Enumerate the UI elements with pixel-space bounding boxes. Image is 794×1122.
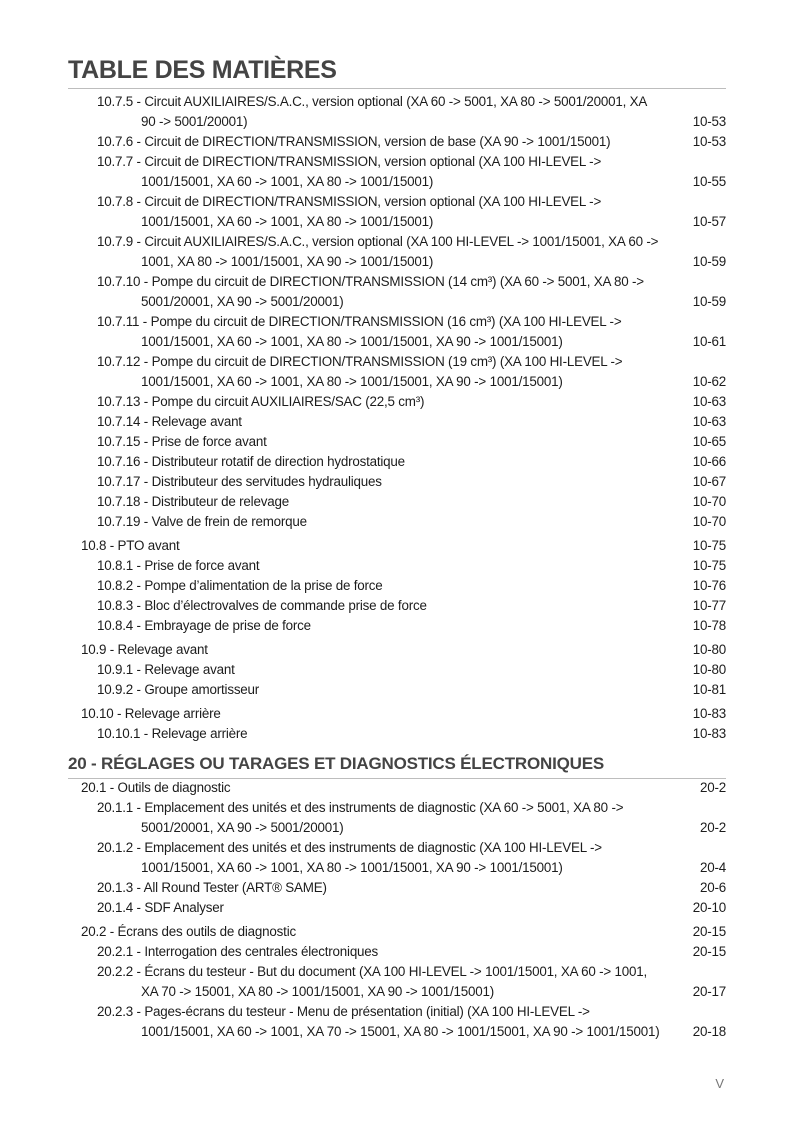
toc-entry-text: 10.8.2 - Pompe d’alimentation de la prise de force [97,578,383,593]
toc-entry-text: 5001/20001, XA 90 -> 5001/20001) [141,294,344,309]
toc-entry-text: 5001/20001, XA 90 -> 5001/20001) [141,820,344,835]
toc-subsection-entry[interactable] [0,492,794,512]
toc-entry-text: 10.10.1 - Relevage arrière [97,726,248,741]
toc-page-number: 10-83 [692,726,726,741]
toc-section-entry[interactable] [0,922,794,942]
toc-section-entry[interactable] [0,640,794,660]
toc-subsection-entry[interactable] [0,452,794,472]
toc-page-number: 10-55 [692,174,726,189]
toc-entry-text: 20.2.3 - Pages-écrans du testeur - Menu de présentation (initial) (XA 100 HI-LEVEL -> [97,1004,590,1019]
toc-page-number: 10-70 [692,494,726,509]
toc-entry-text: 10.8.4 - Embrayage de prise de force [97,618,311,633]
toc-entry-text: 1001/15001, XA 60 -> 1001, XA 80 -> 1001/15001, XA 90 -> 1001/15001) [141,374,563,389]
toc-subsection-entry[interactable] [0,312,794,352]
toc-entry-text: 10.8.1 - Prise de force avant [97,558,260,573]
toc-subsection-entry[interactable] [0,596,794,616]
toc-subsection-entry[interactable] [0,576,794,596]
toc-section-entry[interactable] [0,778,794,798]
toc-subsection-entry[interactable] [0,962,794,1002]
table-of-contents [0,92,794,1042]
toc-page-number: 10-53 [692,134,726,149]
toc-page-number: 10-67 [692,474,726,489]
toc-subsection-entry[interactable] [0,132,794,152]
toc-entry-text: 10.7.16 - Distributeur rotatif de direction hydrostatique [97,454,405,469]
toc-entry-text: 20.1.4 - SDF Analyser [97,900,224,915]
toc-entry-text: 10.7.13 - Pompe du circuit AUXILIAIRES/SAC (22,5 cm³) [97,394,425,409]
title-divider [68,88,726,89]
toc-subsection-entry[interactable] [0,838,794,878]
page-number: V [715,1076,724,1091]
toc-entry-text: 10.7.14 - Relevage avant [97,414,242,429]
toc-entry-text: 90 -> 5001/20001) [141,114,248,129]
toc-subsection-entry[interactable] [0,942,794,962]
toc-subsection-entry[interactable] [0,898,794,918]
toc-subsection-entry[interactable] [0,232,794,272]
toc-page-number: 20-10 [692,900,726,915]
toc-entry-text: 1001/15001, XA 60 -> 1001, XA 80 -> 1001/15001) [141,174,434,189]
toc-page-number: 10-59 [692,294,726,309]
toc-page-number: 10-53 [692,114,726,129]
toc-entry-text: 10.7.5 - Circuit AUXILIAIRES/S.A.C., version optional (XA 60 -> 5001, XA 80 -> 5001/20001, XA [97,94,648,109]
toc-entry-text: 10.7.8 - Circuit de DIRECTION/TRANSMISSION, version optional (XA 100 HI-LEVEL -> [97,194,602,209]
toc-page-number: 10-59 [692,254,726,269]
toc-entry-text: XA 70 -> 15001, XA 80 -> 1001/15001, XA 90 -> 1001/15001) [141,984,495,999]
toc-page-number: 20-15 [692,924,726,939]
toc-page-number: 10-57 [692,214,726,229]
toc-subsection-entry[interactable] [0,152,794,192]
toc-subsection-entry[interactable] [0,616,794,636]
toc-page-number: 20-2 [699,780,726,795]
toc-page-number: 10-83 [692,706,726,721]
toc-page-number: 10-78 [692,618,726,633]
toc-entry-text: 10.10 - Relevage arrière [81,706,221,721]
toc-page-number: 20-17 [692,984,726,999]
toc-entry-text: 10.7.10 - Pompe du circuit de DIRECTION/TRANSMISSION (14 cm³) (XA 60 -> 5001, XA 80 -> [97,274,644,289]
toc-page-number: 10-63 [692,394,726,409]
toc-subsection-entry[interactable] [0,680,794,700]
toc-entry-text: 10.7.6 - Circuit de DIRECTION/TRANSMISSION, version de base (XA 90 -> 1001/15001) [97,134,611,149]
toc-page-number: 20-15 [692,944,726,959]
toc-page-number: 20-2 [699,820,726,835]
toc-entry-text: 20.1.3 - All Round Tester (ART® SAME) [97,880,327,895]
toc-page-number: 10-63 [692,414,726,429]
toc-entry-text: 10.7.11 - Pompe du circuit de DIRECTION/TRANSMISSION (16 cm³) (XA 100 HI-LEVEL -> [97,314,622,329]
toc-subsection-entry[interactable] [0,512,794,532]
toc-entry-text: 1001/15001, XA 60 -> 1001, XA 80 -> 1001/15001, XA 90 -> 1001/15001) [141,334,563,349]
toc-entry-text: 20.2.2 - Écrans du testeur - But du document (XA 100 HI-LEVEL -> 1001/15001, XA 60 -> 1001, [97,964,648,979]
toc-entry-text: 1001, XA 80 -> 1001/15001, XA 90 -> 1001/15001) [141,254,434,269]
toc-subsection-entry[interactable] [0,192,794,232]
toc-section-entry[interactable] [0,536,794,556]
toc-subsection-entry[interactable] [0,1002,794,1042]
toc-page-number: 10-75 [692,538,726,553]
toc-entry-text: 20.1 - Outils de diagnostic [81,780,231,795]
toc-entry-text: 10.7.19 - Valve de frein de remorque [97,514,307,529]
toc-entry-text: 10.9.1 - Relevage avant [97,662,235,677]
toc-entry-text: 10.7.12 - Pompe du circuit de DIRECTION/TRANSMISSION (19 cm³) (XA 100 HI-LEVEL -> [97,354,623,369]
toc-page-number: 10-77 [692,598,726,613]
toc-page-number: 10-65 [692,434,726,449]
toc-page-number: 10-80 [692,662,726,677]
toc-section-entry[interactable] [0,704,794,724]
toc-page-number: 10-66 [692,454,726,469]
toc-entry-text: 10.7.15 - Prise de force avant [97,434,267,449]
toc-entry-text: 20.2.1 - Interrogation des centrales électroniques [97,944,379,959]
toc-page-number: 10-62 [692,374,726,389]
toc-entry-text: 10.8.3 - Bloc d’électrovalves de commande prise de force [97,598,427,613]
toc-page-number: 20-18 [692,1024,726,1039]
toc-entry-text: 10.9.2 - Groupe amortisseur [97,682,260,697]
toc-subsection-entry[interactable] [0,660,794,680]
toc-entry-text: 10.8 - PTO avant [81,538,180,553]
toc-entry-text: 20.1.1 - Emplacement des unités et des instruments de diagnostic (XA 60 -> 5001, XA 80 -> [97,800,624,815]
toc-subsection-entry[interactable] [0,432,794,452]
toc-entry-text: 10.7.17 - Distributeur des servitudes hydrauliques [97,474,382,489]
toc-subsection-entry[interactable] [0,92,794,132]
toc-entry-text: 10.9 - Relevage avant [81,642,208,657]
toc-page-number: 10-80 [692,642,726,657]
toc-entry-text: 10.7.9 - Circuit AUXILIAIRES/S.A.C., version optional (XA 100 HI-LEVEL -> 1001/15001, XA 60 -> [97,234,659,249]
toc-entry-text: 1001/15001, XA 60 -> 1001, XA 80 -> 1001/15001) [141,214,434,229]
chapter-title: 20 - RÉGLAGES OU TARAGES ET DIAGNOSTICS ÉLECTRONIQUES [68,754,604,773]
toc-page-number: 10-75 [692,558,726,573]
toc-page-number: 10-61 [692,334,726,349]
toc-subsection-entry[interactable] [0,472,794,492]
toc-entry-text: 1001/15001, XA 60 -> 1001, XA 70 -> 15001, XA 80 -> 1001/15001, XA 90 -> 1001/15001) [141,1024,660,1039]
toc-entry-text: 10.7.7 - Circuit de DIRECTION/TRANSMISSION, version optional (XA 100 HI-LEVEL -> [97,154,602,169]
toc-page-number: 10-70 [692,514,726,529]
toc-entry-text: 20.1.2 - Emplacement des unités et des instruments de diagnostic (XA 100 HI-LEVEL -> [97,840,602,855]
toc-entry-text: 20.2 - Écrans des outils de diagnostic [81,924,296,939]
toc-entry-text: 1001/15001, XA 60 -> 1001, XA 80 -> 1001/15001, XA 90 -> 1001/15001) [141,860,563,875]
toc-subsection-entry[interactable] [0,878,794,898]
toc-subsection-entry[interactable] [0,272,794,312]
toc-page-number: 20-4 [699,860,726,875]
toc-subsection-entry[interactable] [0,724,794,744]
chapter-heading [0,754,794,774]
toc-page-number: 10-76 [692,578,726,593]
toc-page-number: 10-81 [692,682,726,697]
toc-subsection-entry[interactable] [0,556,794,576]
toc-entry-text: 10.7.18 - Distributeur de relevage [97,494,289,509]
toc-subsection-entry[interactable] [0,352,794,392]
toc-subsection-entry[interactable] [0,392,794,412]
page-title: TABLE DES MATIÈRES [68,56,337,84]
toc-subsection-entry[interactable] [0,412,794,432]
toc-page-number: 20-6 [699,880,726,895]
toc-subsection-entry[interactable] [0,798,794,838]
